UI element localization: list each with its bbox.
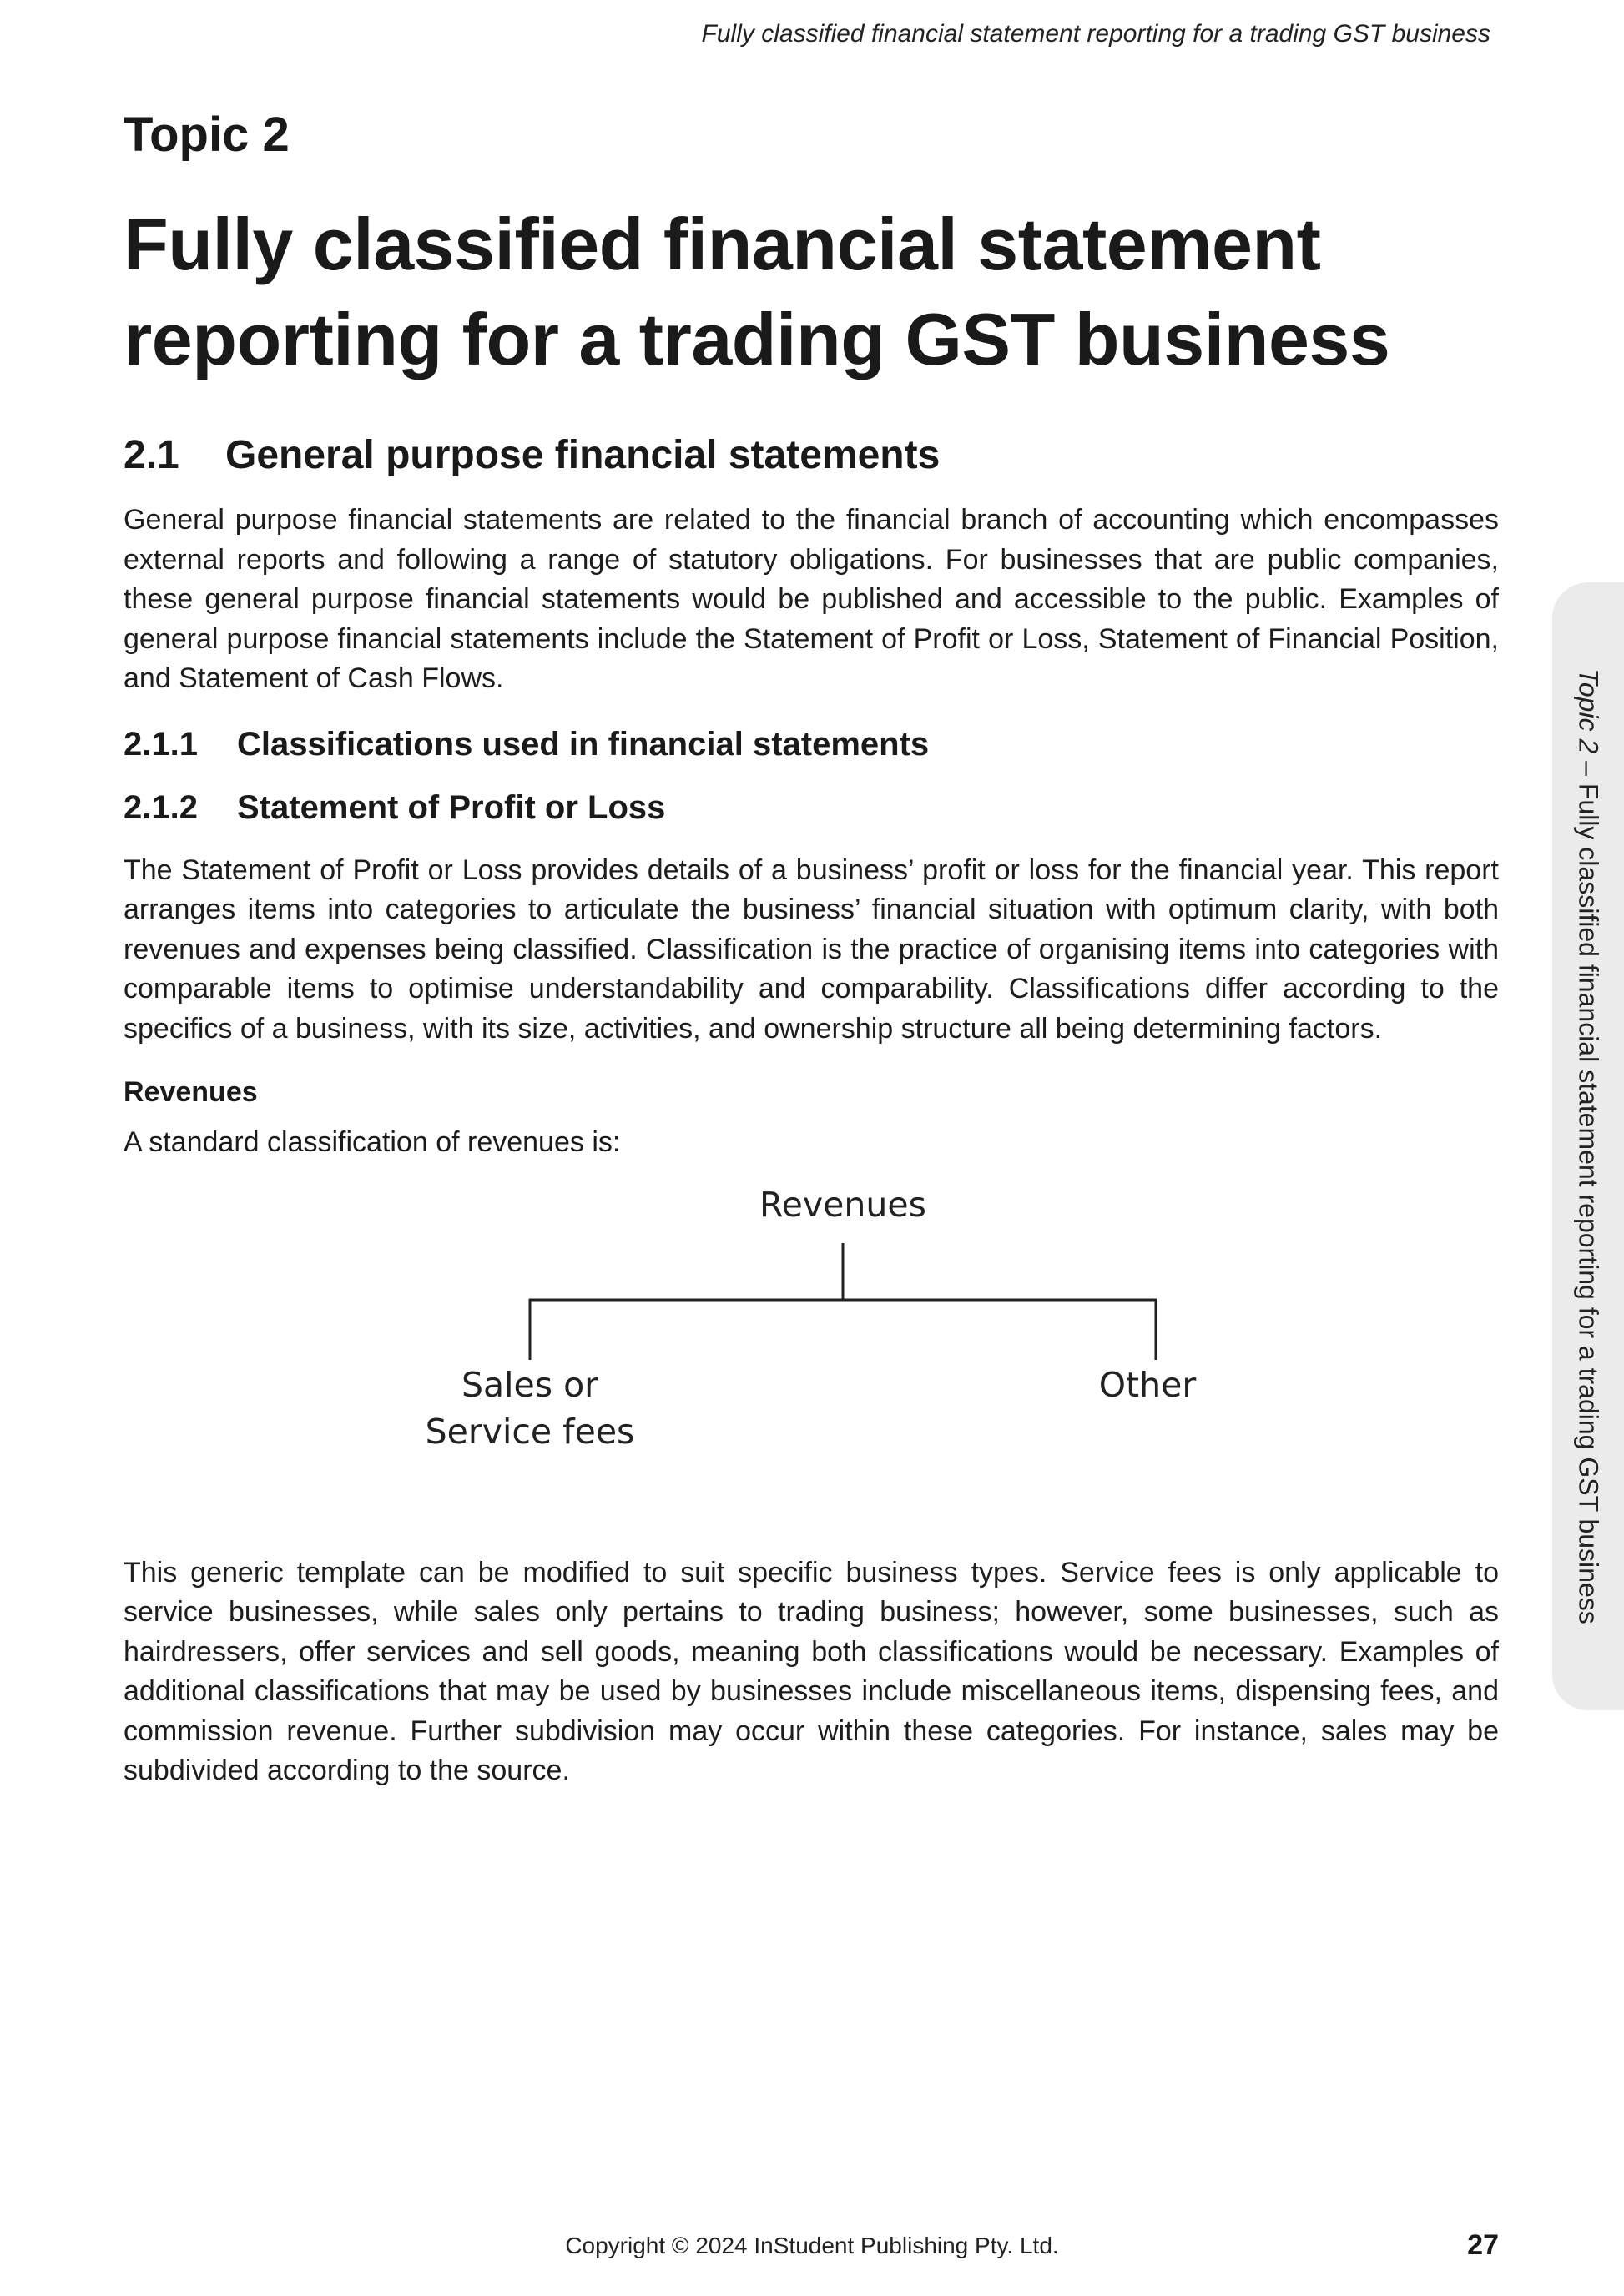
revenues-heading: Revenues <box>124 1076 258 1109</box>
side-tab-topic: Topic 2 <box>1573 668 1604 754</box>
paragraph-template: This generic template can be modified to suit specific business types. Service fees is only applicable to service businesses, while sales only pertains to trading business; however, some businesses, such as hairdressers, offer services and sell goods, meaning both classifications would be necessary. Examples of additional classifications that may be used by businesses include miscellaneous items, dispensing fees, and commission revenue. Further subdivision may occur within these categories. For instance, sales may be subdivided according to the source. <box>124 1556 1499 1787</box>
side-tab-dash: – <box>1573 753 1604 783</box>
diagram-right-node: Other <box>1098 1364 1197 1405</box>
section-title: Statement of Profit or Loss <box>237 788 666 826</box>
section-number: 2.1.2 <box>124 788 198 826</box>
running-header: Fully classified financial statement reporting for a trading GST business <box>701 20 1490 48</box>
revenues-intro: A standard classification of revenues is: <box>124 1126 621 1159</box>
topic-label: Topic 2 <box>124 108 290 162</box>
page-title-line-1: Fully classified financial statement <box>124 202 1321 285</box>
diagram-left-node-line-2: Service fees <box>425 1411 635 1452</box>
diagram-root-node: Revenues <box>759 1184 926 1225</box>
section-number: 2.1.1 <box>124 725 198 763</box>
side-tab-label <box>1573 668 1604 1624</box>
diagram-left-node-line-1: Sales or <box>461 1364 599 1405</box>
diagram-left-node <box>384 1362 676 1455</box>
paragraph-profit-or-loss: The Statement of Profit or Loss provides details of a business’ profit or loss for the financial year. This report arranges items into categories to articulate the business’ financial situation with optimum clarity, with both revenues and expenses being classified. Classification is the practice of organising items into categories with comparable items to optimise understandability and comparability. Classifications differ according to the specifics of a business, with its size, activities, and ownership structure all being determining factors. <box>124 853 1499 1045</box>
side-tab-text: Fully classified financial statement reporting for a trading GST business <box>1573 783 1604 1624</box>
revenue-classification-diagram <box>124 1161 1499 1553</box>
section-heading-2-1-1 <box>124 724 1499 764</box>
section-number: 2.1 <box>124 432 179 477</box>
page-number: 27 <box>1467 2229 1499 2261</box>
footer-copyright: Copyright © 2024 InStudent Publishing Pty. Ltd. <box>565 2233 1059 2258</box>
section-title: Classifications used in financial statements <box>237 725 930 763</box>
section-heading-2-1-2 <box>124 788 1499 828</box>
section-heading-2-1 <box>124 431 1499 480</box>
section-title: General purpose financial statements <box>225 432 941 477</box>
page-content <box>124 108 1499 1816</box>
page-title-line-2: reporting for a trading GST business <box>124 298 1390 381</box>
paragraph-general-purpose: General purpose financial statements are related to the financial branch of accounting which encompasses external reports and following a range of statutory obligations. For businesses that are public companies, these general purpose financial statements would be published and accessible to the public. Examples of general purpose financial statements include the Statement of Profit or Loss, Statement of Financial Position, and Statement of Cash Flows. <box>124 504 1499 695</box>
page-title <box>124 197 1499 388</box>
